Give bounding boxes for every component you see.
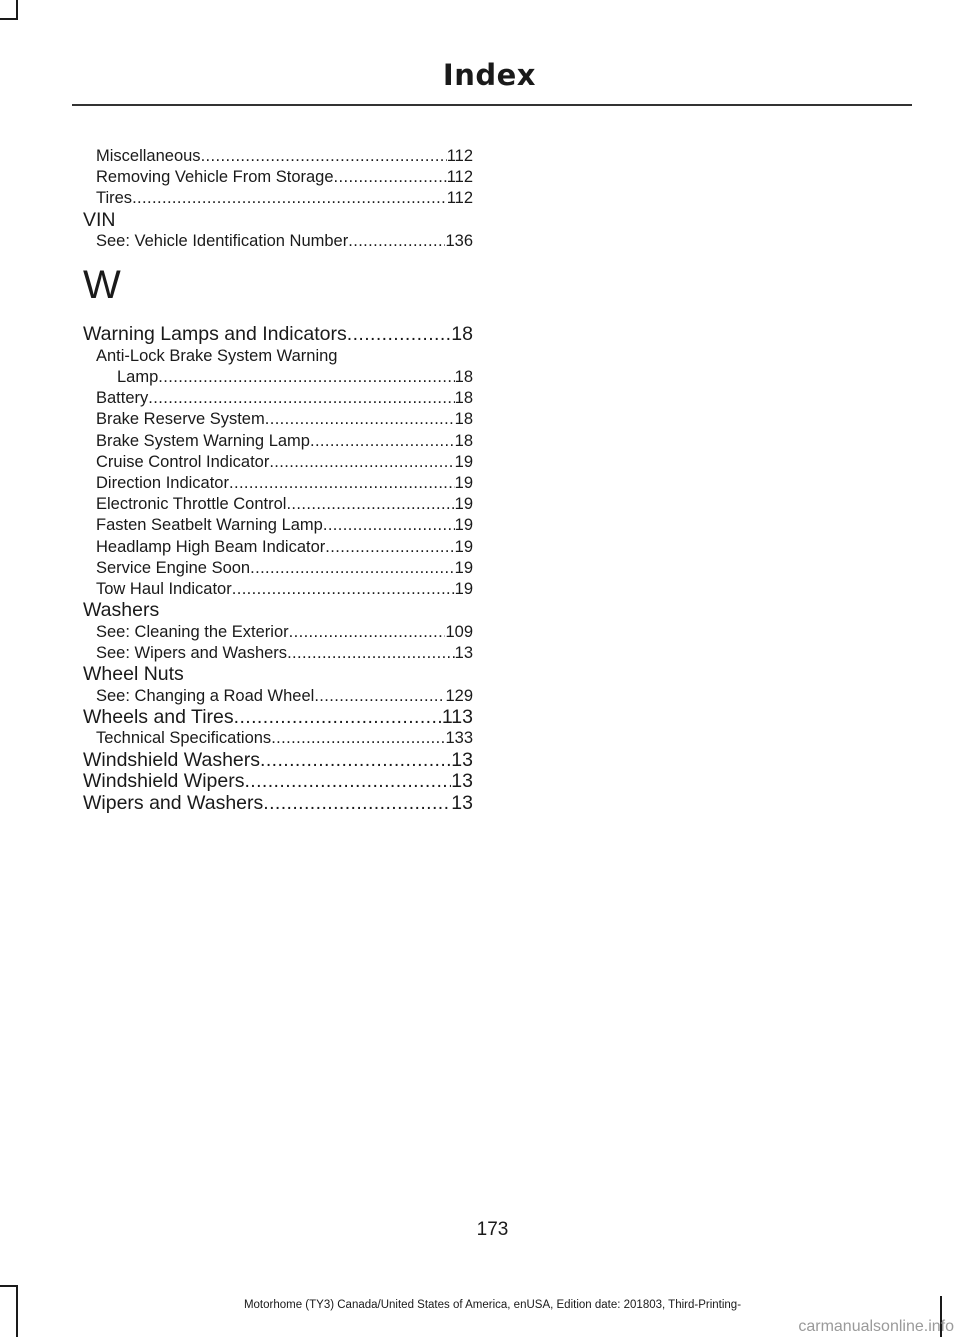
- entry-page: 19: [454, 558, 473, 577]
- entry-page: 112: [446, 147, 473, 165]
- entry-text: Technical Specifications: [96, 729, 272, 748]
- watermark: carmanualsonline.info: [798, 1318, 954, 1335]
- index-entry[interactable]: [83, 167, 473, 188]
- entry-page: 19: [454, 452, 473, 471]
- entry-text: See: Cleaning the Exterior: [96, 622, 289, 641]
- index-main-entry[interactable]: [83, 771, 473, 793]
- entry-text: Anti-Lock Brake System Warning: [96, 346, 338, 365]
- index-entry[interactable]: [83, 537, 473, 558]
- entry-page: 112: [446, 189, 473, 208]
- entry-page: 18: [454, 389, 473, 408]
- entry-page: 18: [454, 368, 473, 387]
- index-entry[interactable]: [83, 515, 473, 536]
- page-title: Index: [442, 58, 536, 92]
- entry-page: 136: [445, 232, 473, 251]
- index-heading: Washers: [83, 599, 160, 622]
- index-main-entry[interactable]: [83, 324, 473, 346]
- index-main-entry[interactable]: [83, 793, 473, 815]
- leader-dots: [201, 146, 447, 167]
- leader-dots: [234, 707, 442, 729]
- leader-dots: [265, 409, 455, 430]
- index-entry: [83, 346, 473, 367]
- entry-text: Service Engine Soon: [96, 558, 251, 577]
- leader-dots: [289, 622, 446, 643]
- leader-dots: [347, 324, 452, 346]
- entry-text: Electronic Throttle Control: [96, 495, 287, 514]
- index-column: [83, 146, 473, 814]
- entry-text: Tires: [96, 189, 133, 208]
- entry-text: Headlamp High Beam Indicator: [96, 537, 326, 556]
- entry-text: Wipers and Washers: [83, 791, 264, 814]
- entry-text: See: Changing a Road Wheel: [96, 686, 315, 705]
- entry-page: 19: [454, 537, 473, 556]
- leader-dots: [286, 494, 454, 515]
- entry-text: See: Vehicle Identification Number: [96, 232, 349, 251]
- leader-dots: [334, 167, 447, 188]
- entry-page: 129: [445, 686, 473, 705]
- entry-text: Brake System Warning Lamp: [96, 431, 310, 450]
- crop-mark: [0, 18, 18, 20]
- entry-page: 18: [454, 431, 473, 450]
- leader-dots: [269, 452, 454, 473]
- leader-dots: [314, 686, 445, 707]
- index-entry[interactable]: [83, 643, 473, 664]
- leader-dots: [244, 771, 451, 793]
- entry-page: 13: [451, 748, 473, 771]
- entry-text: Windshield Washers: [83, 748, 261, 771]
- index-entry[interactable]: [83, 622, 473, 643]
- entry-page: 13: [454, 643, 473, 662]
- entry-text: Windshield Wipers: [83, 770, 245, 793]
- leader-dots: [132, 188, 447, 209]
- footer-text: Motorhome (TY3) Canada/United States of America, enUSA, Edition date: 201803, Third-Printing-: [243, 1299, 742, 1311]
- index-entry[interactable]: [83, 686, 473, 707]
- entry-text: Fasten Seatbelt Warning Lamp: [96, 516, 323, 535]
- entry-page: 112: [446, 168, 473, 187]
- index-heading: VIN: [83, 208, 116, 231]
- leader-dots: [287, 643, 455, 664]
- entry-page: 19: [454, 516, 473, 535]
- index-main-entry[interactable]: [83, 707, 473, 729]
- entry-page: 18: [454, 410, 473, 429]
- index-entry[interactable]: [83, 579, 473, 600]
- crop-mark: [0, 1285, 18, 1287]
- leader-dots: [310, 431, 455, 452]
- index-main-entry[interactable]: [83, 750, 473, 772]
- index-entry[interactable]: [83, 494, 473, 515]
- leader-dots: [158, 367, 454, 388]
- entry-page: 13: [451, 791, 473, 814]
- entry-text: Brake Reserve System: [96, 410, 265, 429]
- leader-dots: [260, 750, 451, 772]
- entry-text: Miscellaneous: [96, 147, 201, 165]
- index-entry[interactable]: [83, 388, 473, 409]
- index-heading: Wheel Nuts: [83, 663, 184, 686]
- entry-text: Wheels and Tires: [83, 705, 234, 728]
- entry-page: 18: [451, 323, 473, 346]
- entry-text: Cruise Control Indicator: [96, 452, 270, 471]
- index-entry[interactable]: [83, 409, 473, 430]
- entry-page: 19: [454, 580, 473, 599]
- leader-dots: [325, 537, 454, 558]
- entry-text: Battery: [96, 389, 149, 408]
- header-divider: [72, 104, 912, 106]
- crop-mark: [16, 0, 18, 20]
- index-entry[interactable]: [83, 188, 473, 209]
- entry-text: See: Wipers and Washers: [96, 643, 288, 662]
- leader-dots: [263, 793, 451, 815]
- index-entry[interactable]: [83, 431, 473, 452]
- leader-dots: [148, 388, 454, 409]
- leader-dots: [323, 515, 455, 536]
- entry-text: Removing Vehicle From Storage: [96, 168, 334, 187]
- entry-page: 13: [451, 770, 473, 793]
- page-number: 173: [476, 1219, 509, 1240]
- entry-page: 113: [441, 705, 473, 728]
- crop-mark: [16, 1285, 18, 1337]
- index-entry[interactable]: [83, 231, 473, 252]
- leader-dots: [229, 473, 455, 494]
- leader-dots: [348, 231, 445, 252]
- entry-text: Direction Indicator: [96, 474, 229, 493]
- entry-page: 19: [454, 495, 473, 514]
- index-entry[interactable]: [83, 452, 473, 473]
- leader-dots: [271, 728, 445, 749]
- entry-page: 19: [454, 474, 473, 493]
- section-letter: W: [83, 263, 121, 308]
- entry-page: 133: [445, 729, 473, 748]
- index-entry[interactable]: [83, 728, 473, 749]
- leader-dots: [250, 558, 455, 579]
- index-entry[interactable]: [83, 558, 473, 579]
- entry-text: Lamp: [117, 368, 159, 387]
- index-entry[interactable]: [83, 367, 473, 388]
- leader-dots: [232, 579, 455, 600]
- entry-text: Tow Haul Indicator: [96, 580, 232, 599]
- index-entry[interactable]: [83, 473, 473, 494]
- entry-text: Warning Lamps and Indicators: [83, 323, 347, 346]
- index-entry[interactable]: [83, 146, 473, 167]
- entry-page: 109: [445, 622, 473, 641]
